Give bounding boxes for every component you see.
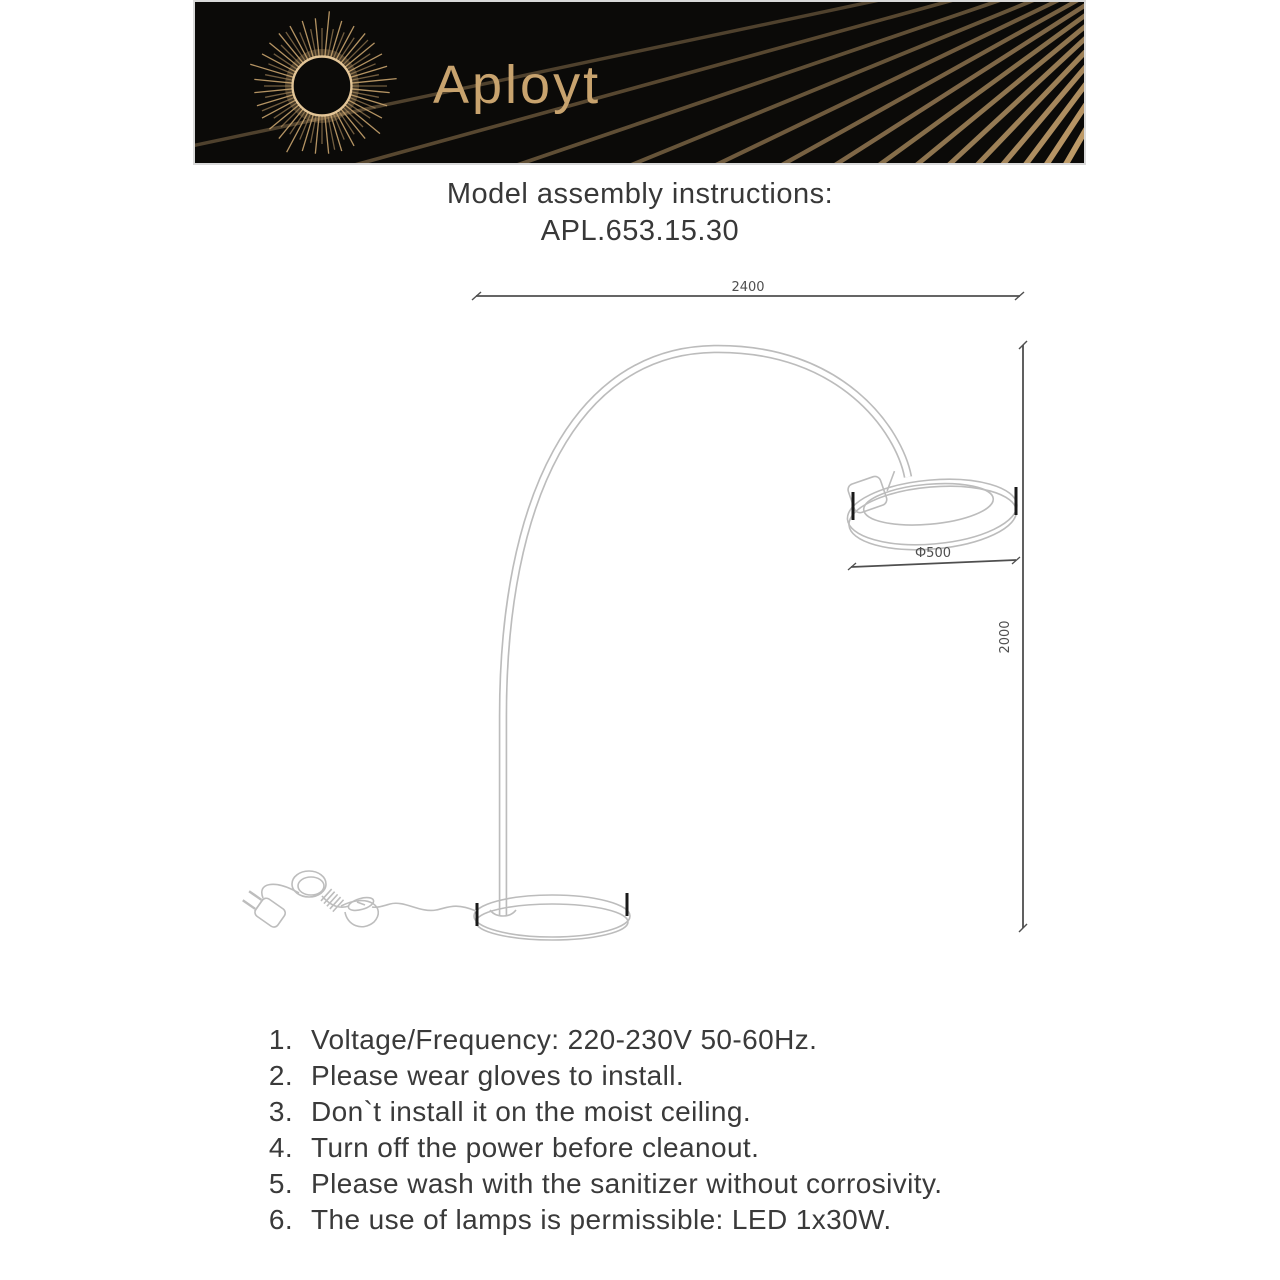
item-number: 1.	[268, 1024, 293, 1055]
power-plug	[240, 887, 287, 929]
power-cord	[240, 871, 476, 929]
item-number: 2.	[268, 1060, 293, 1091]
item-text: The use of lamps is permissible: LED 1x30W.	[311, 1204, 892, 1235]
item-text: Turn off the power before cleanout.	[311, 1132, 760, 1163]
lamp-ring-head	[844, 461, 1020, 557]
item-number: 5.	[268, 1168, 293, 1199]
brand-name: Aployt	[433, 55, 602, 115]
item-text: Don`t install it on the moist ceiling.	[311, 1096, 752, 1127]
item-number: 6.	[268, 1204, 293, 1235]
lamp-base	[474, 895, 630, 940]
item-text: Please wash with the sanitizer without corrosivity.	[311, 1168, 943, 1199]
dimension-height-label: 2000	[998, 620, 1013, 654]
title-line2-model-code: APL.653.15.30	[540, 215, 740, 247]
item-text: Please wear gloves to install.	[311, 1060, 685, 1091]
list-item	[255, 1094, 1085, 1130]
list-item	[255, 1058, 1085, 1094]
dimension-head-label: Ф500	[914, 546, 952, 561]
dimension-width-label: 2400	[731, 280, 765, 295]
cord-wrap	[321, 889, 344, 912]
item-number: 3.	[268, 1096, 293, 1127]
lamp-arc-tube	[503, 349, 908, 916]
list-item	[255, 1130, 1085, 1166]
item-number: 4.	[268, 1132, 293, 1163]
list-item	[255, 1166, 1085, 1202]
instruction-list	[255, 1022, 1085, 1238]
title-line1: Model assembly instructions:	[446, 178, 834, 210]
dimension-height	[1019, 341, 1027, 932]
list-item	[255, 1202, 1085, 1238]
item-text: Voltage/Frequency: 220-230V 50-60Hz.	[311, 1024, 818, 1055]
list-item	[255, 1022, 1085, 1058]
